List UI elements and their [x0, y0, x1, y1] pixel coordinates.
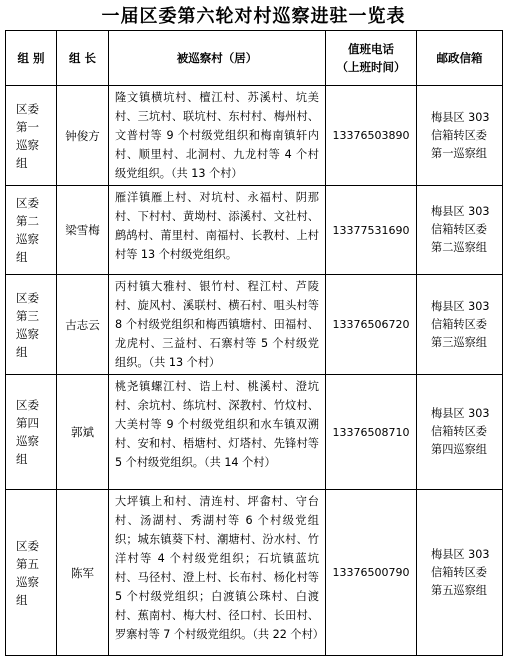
- phone-cell: 13376508710: [326, 375, 417, 490]
- phone-cell: 13376500790: [326, 490, 417, 656]
- header-phone-line2: （上班时间）: [336, 60, 406, 74]
- group-name: 区委第二巡察组: [16, 196, 39, 264]
- header-group: 组 别: [6, 31, 57, 86]
- villages-cell: 大坪镇上和村、清连村、坪畲村、守台村、汤湖村、秀湖村等 6 个村级党组织；城东镇葵下村、潮塘村、汾水村、竹洋村等 4 个村级党组织；石坑镇蓝坑村、马径村、澄上村、长布村、杨化村等 5 个村级党组织；白渡镇公珠村、白渡村、蕉南村、梅大村、径口村、长田村、罗寨村等 7 个村级党组织。（共 22 个村）: [109, 490, 326, 656]
- mail-cell: 梅县区 303 信箱转区委第三巡察组: [417, 275, 503, 375]
- mail-cell: 梅县区 303 信箱转区委第四巡察组: [417, 375, 503, 490]
- phone-cell: 13376503890: [326, 86, 417, 186]
- inspection-table: [5, 30, 503, 656]
- header-leader: 组 长: [57, 31, 109, 86]
- header-mail: 邮政信箱: [417, 31, 503, 86]
- leader-cell: 陈军: [57, 490, 109, 656]
- mail-cell: 梅县区 303 信箱转区委第二巡察组: [417, 186, 503, 275]
- leader-cell: 郭斌: [57, 375, 109, 490]
- page-title: 一届区委第六轮对村巡察进驻一览表: [101, 6, 406, 27]
- villages-cell: 桃尧镇螺江村、诰上村、桃溪村、澄坑村、余坑村、练坑村、深教村、竹炆村、大美村等 9 个村级党组织和水车镇双溯村、安和村、梧塘村、灯塔村、先锋村等 5 个村级党组织。（共 14 个村）: [109, 375, 326, 490]
- table-row: [6, 186, 503, 275]
- mail-cell: 梅县区 303 信箱转区委第五巡察组: [417, 490, 503, 656]
- header-phone-line1: 值班电话: [348, 42, 394, 56]
- group-name: 区委第三巡察组: [16, 290, 39, 359]
- table-row: [6, 490, 503, 656]
- group-cell: [6, 490, 57, 656]
- leader-cell: 梁雪梅: [57, 186, 109, 275]
- leader-cell: 古志云: [57, 275, 109, 375]
- villages-cell: 丙村镇大雅村、银竹村、程江村、芦陵村、旋风村、溪联村、横石村、咀头村等 8 个村级党组织和梅西镇塘村、田福村、龙虎村、三益村、石寨村等 5 个村级党组织。（共 13 个村）: [109, 275, 326, 375]
- mail-cell: 梅县区 303 信箱转区委第一巡察组: [417, 86, 503, 186]
- header-phone: [326, 31, 417, 86]
- group-name: 区委第五巡察组: [16, 538, 39, 607]
- phone-cell: 13376506720: [326, 275, 417, 375]
- phone-cell: 13377531690: [326, 186, 417, 275]
- group-name: 区委第四巡察组: [16, 398, 39, 466]
- header-villages: 被巡察村（居）: [109, 31, 326, 86]
- group-cell: [6, 86, 57, 186]
- table-row: [6, 86, 503, 186]
- table-row: [6, 275, 503, 375]
- group-cell: [6, 186, 57, 275]
- villages-cell: 雁洋镇雁上村、对坑村、永福村、阴那村、下村村、黄坳村、添溪村、文社村、鹧鸪村、莆里村、南福村、长教村、上村村等 13 个村级党组织。: [109, 186, 326, 275]
- villages-cell: 隆文镇横坑村、檀江村、苏溪村、坑美村、三坑村、联坑村、东村村、梅州村、文普村等 9 个村级党组织和梅南镇轩内村、顺里村、北洞村、九龙村等 4 个村级党组织。（共 13 个村）: [109, 86, 326, 186]
- table-row: [6, 375, 503, 490]
- group-cell: [6, 275, 57, 375]
- group-name: 区委第一巡察组: [16, 101, 39, 170]
- group-cell: [6, 375, 57, 490]
- leader-cell: 钟俊方: [57, 86, 109, 186]
- table-header-row: [6, 31, 503, 86]
